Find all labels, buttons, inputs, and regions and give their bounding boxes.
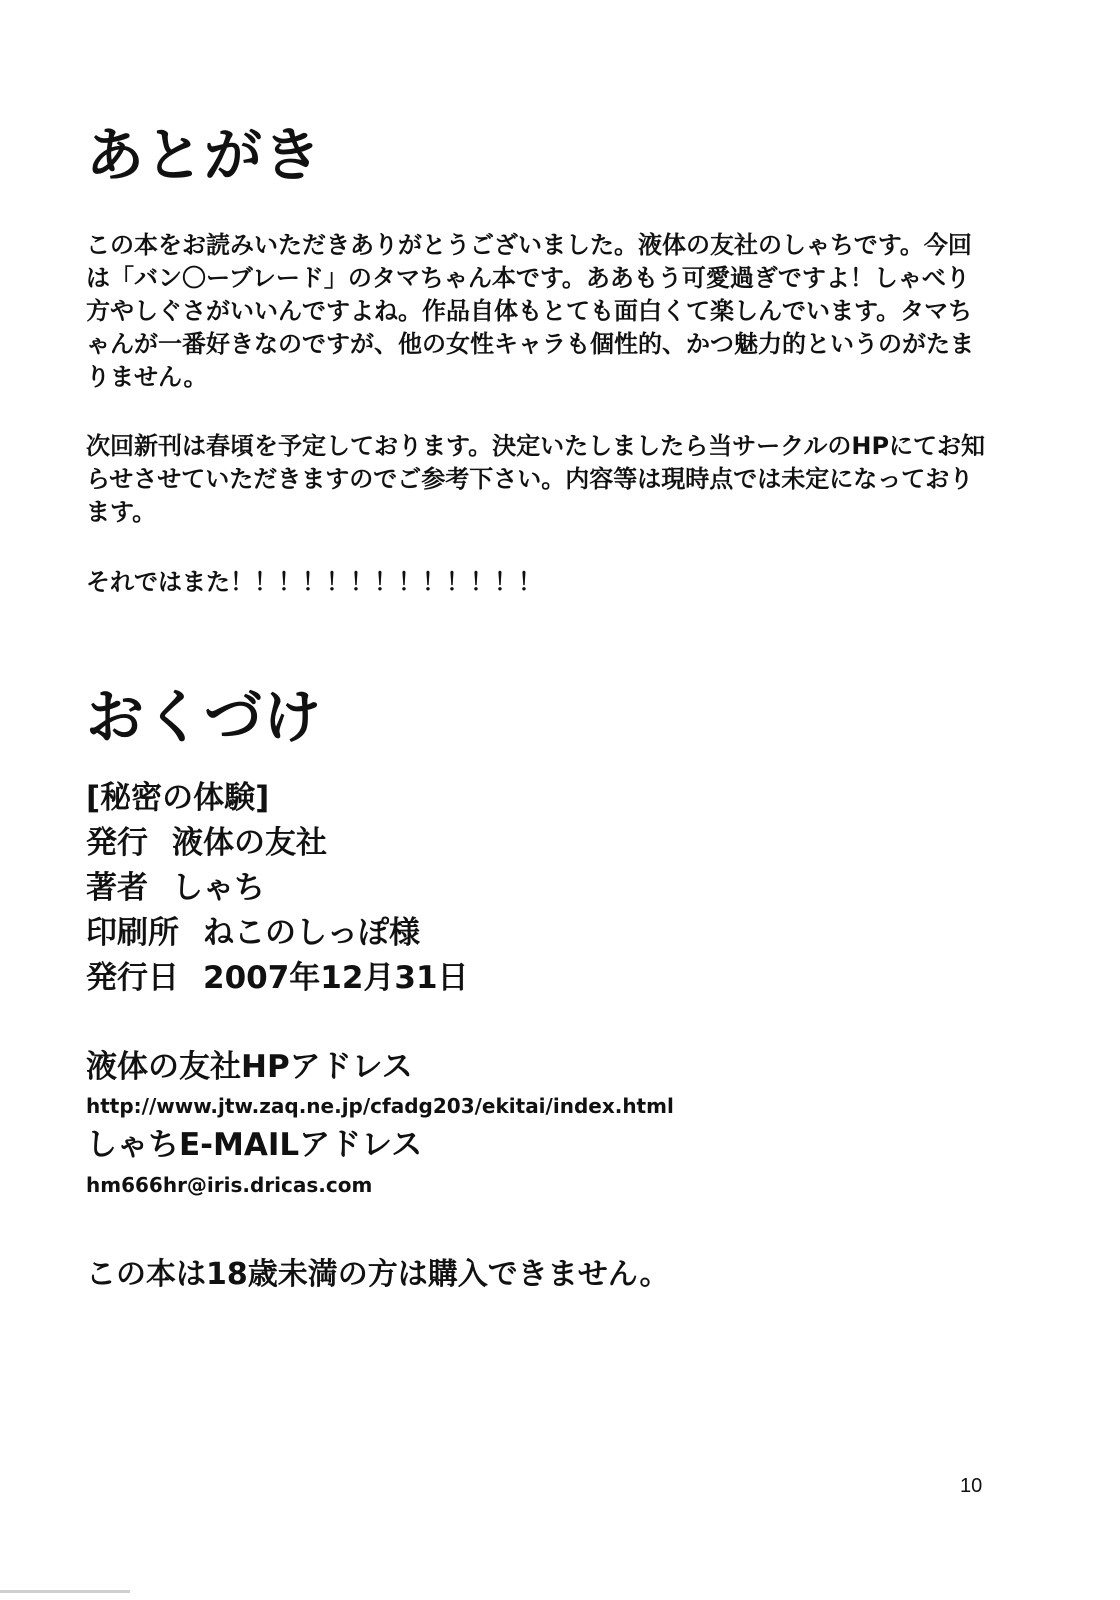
afterword-heading: あとがき	[86, 121, 323, 189]
age-restriction-notice: この本は18歳未満の方は購入できません。	[86, 1257, 670, 1292]
colophon-row-date	[86, 956, 469, 1001]
colophon-title: [秘密の体験]	[86, 780, 270, 816]
hp-url: http://www.jtw.zaq.ne.jp/cfadg203/ekitai/index.html	[86, 1094, 674, 1118]
email-address: hm666hr@iris.dricas.com	[86, 1173, 373, 1197]
afterword-closing: それではまた！！！！！！！！！！！！！	[86, 568, 542, 596]
colophon-value: 液体の友社	[172, 825, 327, 861]
colophon-label: 発行日	[86, 960, 179, 996]
scan-edge-mark	[0, 1590, 130, 1593]
colophon-value: しゃち	[172, 870, 265, 906]
colophon-block	[86, 776, 469, 1001]
colophon-row-publisher	[86, 821, 469, 866]
colophon-heading: おくづけ	[86, 683, 323, 751]
hp-address-title: 液体の友社HPアドレス	[86, 1049, 413, 1085]
colophon-label: 著者	[86, 870, 148, 906]
colophon-value: 2007年12月31日	[203, 960, 469, 996]
page-number: 10	[960, 1475, 983, 1497]
colophon-row-author	[86, 866, 469, 911]
afterword-paragraph: 次回新刊は春頃を予定しております。決定いたしましたら当サークルのHPにてお知らせさせていただきますのでご参考下さい。内容等は現時点では未定になっております。	[86, 432, 986, 526]
email-address-title: しゃちE-MAILアドレス	[86, 1127, 423, 1163]
colophon-row-printer	[86, 911, 469, 956]
colophon-label: 発行	[86, 825, 148, 861]
colophon-value: ねこのしっぽ様	[203, 915, 420, 951]
afterword-paragraph: この本をお読みいただきありがとうございました。液体の友社のしゃちです。今回は「バン〇ーブレード」のタマちゃん本です。ああもう可愛過ぎですよ！しゃべり方やしぐさがいいんですよね。作品自体もとても面白くて楽しんでいます。タマちゃんが一番好きなのですが、他の女性キャラも個性的、かつ魅力的というのがたまりません。	[86, 231, 974, 391]
colophon-label: 印刷所	[86, 915, 179, 951]
